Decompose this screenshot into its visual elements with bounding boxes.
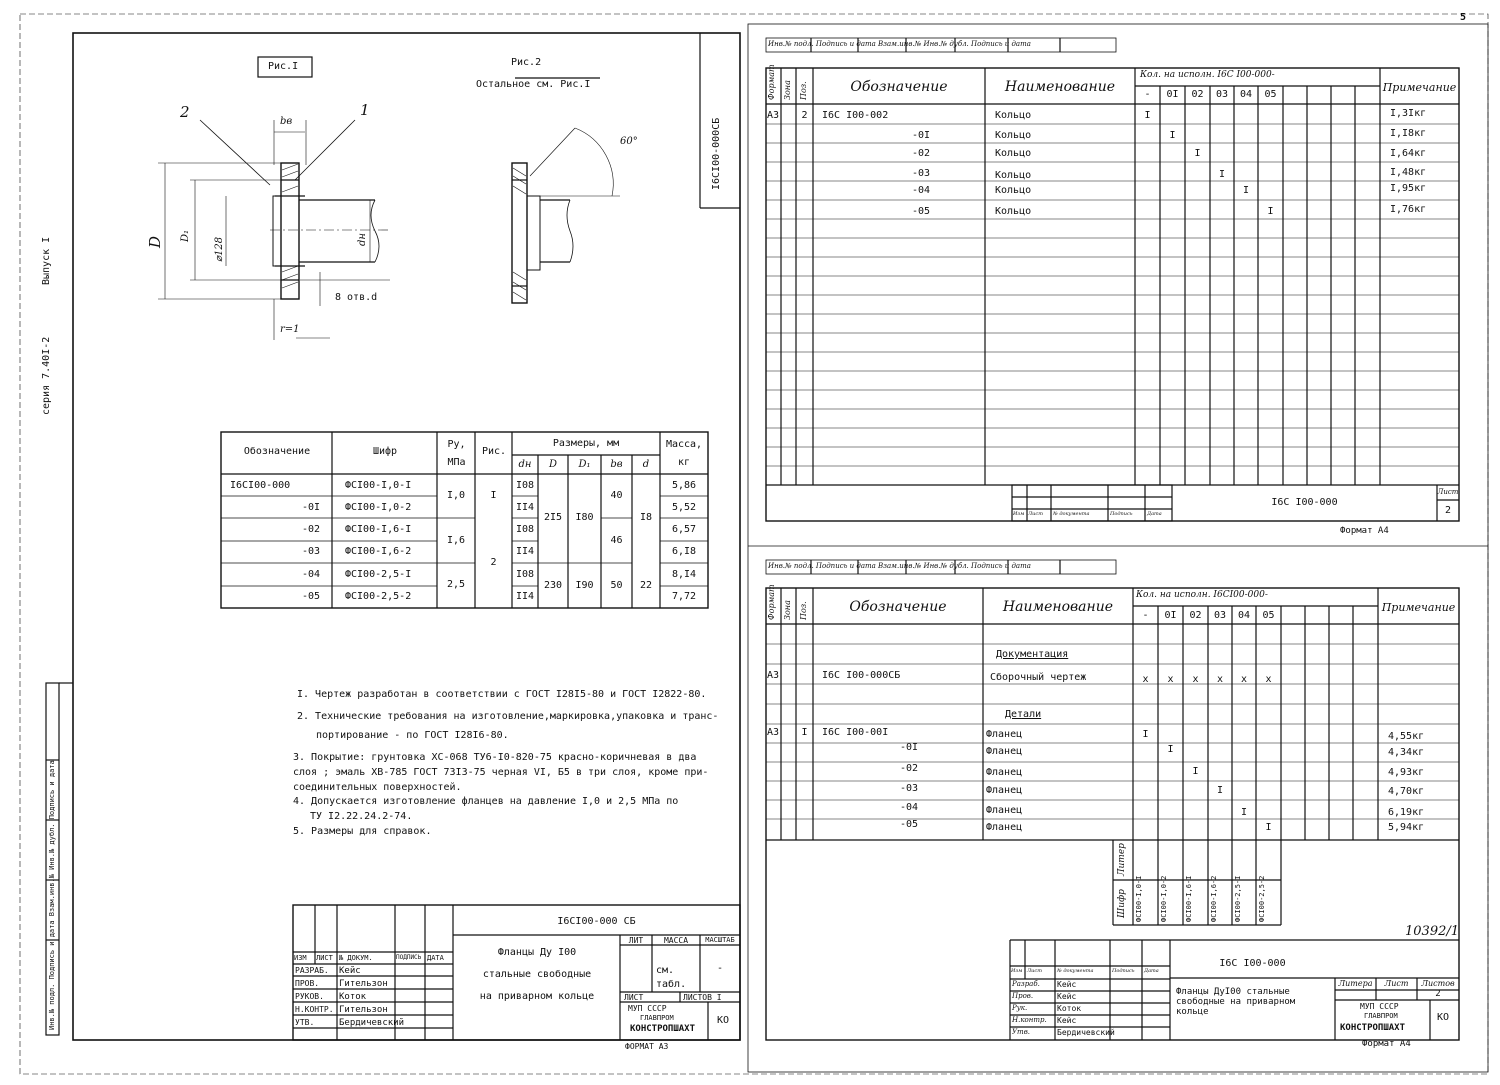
dim-dia128: ⌀128 — [214, 236, 225, 262]
spec-doc-mark: х — [1142, 674, 1149, 685]
spec-bottom-listov: Листов — [1421, 979, 1455, 988]
spec-top-qty-col: 04 — [1239, 89, 1253, 100]
spec-name: Кольцо — [995, 130, 1032, 141]
spec-bottom-role: Н.контр. — [1012, 1016, 1047, 1024]
spec-name: Сборочный чертеж — [990, 672, 1087, 683]
spec-top-footer-col: Дата — [1147, 511, 1162, 517]
spec-note: 4,70кг — [1388, 786, 1425, 797]
spec-bottom-qty-col: 05 — [1262, 610, 1275, 621]
tb-col-doc: № ДОКУМ. — [339, 954, 373, 962]
spec-bottom-role: Разраб. — [1012, 980, 1040, 988]
spec-doc-mark: х — [1216, 674, 1224, 685]
dim-D1: D₁ — [180, 229, 191, 242]
tb-ko: КО — [717, 1015, 730, 1026]
fig2-note: Остальное см. Рис.I — [476, 79, 591, 90]
tb-title-3: на приварном кольце — [479, 991, 595, 1002]
spec-bottom-person: Кейс — [1057, 1016, 1077, 1025]
spec-top-col-zone: Зона — [783, 80, 792, 100]
th-D: D — [548, 459, 558, 470]
spec-fmt: А3 — [767, 670, 780, 681]
spec-qty-mark: I — [1265, 822, 1272, 833]
row-dn: II4 — [515, 502, 535, 513]
row-mass: 6,I8 — [671, 546, 697, 557]
spec-name: Фланец — [986, 729, 1023, 740]
note-line: 2. Технические требования на изготовление,маркировка,упаковка и транс- — [297, 711, 719, 722]
spec-bottom-section-parts: Детали — [1005, 709, 1042, 720]
spec-bottom-qty-col: 03 — [1213, 610, 1227, 621]
spec-bottom-person: Бердичевский — [1057, 1028, 1115, 1037]
tb-lit: ЛИТ — [628, 936, 644, 945]
row-mass: 5,86 — [671, 480, 697, 491]
spec-qty-mark: I — [1218, 169, 1226, 180]
spec-bottom-cipher: ФСI00-I,6-I — [1185, 875, 1193, 922]
note-line: 5. Размеры для справок. — [293, 826, 432, 837]
spec-qty-mark: I — [1142, 729, 1149, 740]
spec-bottom-cipher: ФСI00-I,0-I — [1135, 875, 1143, 922]
spec-bottom-qty-col: 04 — [1237, 610, 1251, 621]
spec-bottom-org-1: МУП СССР — [1360, 1002, 1399, 1011]
spec-top-format: Формат А4 — [1340, 526, 1389, 536]
spec-top-qty-col: 03 — [1215, 89, 1229, 100]
merged-d: I8 — [639, 512, 653, 523]
spec-note: I,76кг — [1390, 204, 1427, 215]
spec-name: Фланец — [986, 785, 1023, 796]
spec-bottom-cipher: ФСI00-2,5-I — [1234, 875, 1242, 922]
spec-bottom-role: Пров. — [1012, 992, 1034, 1000]
spec-top-col-designation: Обозначение — [850, 79, 948, 95]
spec-bottom-col: Изм — [1011, 968, 1023, 974]
side-stamp: Инв.№ подл. Подпись и дата Взам.инв.№ Инв.№ дубл. Подпись и дата — [48, 760, 56, 1030]
spec-designation: -0I — [911, 130, 930, 141]
th-mass: Масса, — [665, 439, 703, 450]
spec-top-col-note: Примечание — [1382, 81, 1457, 94]
fig2-label: Рис.2 — [511, 57, 542, 68]
note-line: 3. Покрытие: грунтовка ХС-068 ТУ6-I0-820-75 красно-коричневая в два — [293, 752, 697, 763]
note-line: портирование - по ГОСТ I28I6-80. — [316, 730, 509, 741]
spec-note: I,3Iкг — [1390, 108, 1427, 119]
spec-qty-mark: I — [1194, 148, 1201, 159]
tb-listov: ЛИСТОВ I — [683, 993, 722, 1002]
row-mass: 7,72 — [671, 591, 697, 602]
spec-bottom-qty-col: - — [1142, 610, 1149, 621]
spec-bottom-qty-col: 0I — [1164, 610, 1177, 621]
spec-bottom-format: Формат А4 — [1362, 1039, 1411, 1049]
tb-mass-val: см. табл. — [656, 965, 687, 990]
spec-note: 6,19кг — [1388, 807, 1425, 818]
spec-note: I,I8кг — [1390, 128, 1427, 139]
row-dn: I08 — [515, 480, 535, 491]
merged-py: 2,5 — [446, 579, 466, 590]
th-b: bв — [610, 459, 623, 470]
spec-pos: 2 — [801, 110, 808, 121]
th-d: d — [642, 459, 650, 470]
tb-code: I6CI00-000 СБ — [557, 916, 636, 927]
tb-col-date: ДАТА — [427, 954, 444, 962]
spec-bottom-ko: КО — [1437, 1012, 1450, 1023]
spec-qty-mark: I — [1167, 744, 1174, 755]
spec-bottom-col-name: Наименование — [1002, 599, 1114, 615]
spec-bottom-role: Рук. — [1012, 1004, 1028, 1012]
spec-bottom-title: Фланцы ДуI00 стальные свободные на приварном кольце — [1176, 987, 1296, 1017]
spec-note: I,48кг — [1390, 167, 1427, 178]
note-line: соединительных поверхностей. — [293, 782, 462, 793]
row-designation: -02 — [301, 524, 320, 535]
spec-bottom-list: Лист — [1384, 979, 1409, 988]
spec-note: I,64кг — [1390, 148, 1427, 159]
spec-name: Фланец — [986, 746, 1023, 757]
issue-label: Выпуск I — [41, 236, 52, 285]
spec-designation: I6С I00-00I — [822, 727, 889, 738]
spec-top-footer-list: Лист — [1437, 488, 1459, 496]
spec-note: 5,94кг — [1388, 822, 1425, 833]
spec-name: Кольцо — [995, 148, 1032, 159]
leader-2: 2 — [180, 103, 190, 121]
spec-note: 4,93кг — [1388, 767, 1425, 778]
spec-designation: I6С I00-002 — [822, 110, 889, 121]
row-dn: I08 — [515, 569, 535, 580]
merged-py: I,0 — [446, 490, 466, 501]
spec-doc-mark: х — [1192, 674, 1199, 685]
tb-person: Гительзон — [339, 979, 388, 989]
tb-person: Гительзон — [339, 1005, 388, 1015]
row-cipher: ФСI00-2,5-2 — [345, 591, 412, 602]
merged-py: I,6 — [446, 535, 466, 546]
spec-bottom-col-note: Примечание — [1381, 601, 1456, 614]
spec-designation: -05 — [899, 819, 918, 830]
spec-name: Кольцо — [995, 110, 1032, 121]
spec-designation: -04 — [899, 802, 918, 813]
spec-qty-mark: I — [1242, 185, 1250, 196]
tb-role: УТВ. — [295, 1018, 315, 1027]
row-designation: -04 — [301, 569, 320, 580]
spec-bottom-cipher: ФСI00-I,6-2 — [1210, 875, 1218, 922]
spec-name: Кольцо — [995, 185, 1032, 196]
spec-bottom-col: № документа — [1057, 968, 1094, 974]
note-line: I. Чертеж разработан в соответствии с ГОСТ I28I5-80 и ГОСТ I2822-80. — [297, 689, 707, 700]
spec-top-qty-col: - — [1144, 89, 1151, 100]
tb-title-2: стальные свободные — [482, 969, 592, 980]
row-cipher: ФСI00-I,6-I — [345, 524, 412, 535]
spec-bottom-section-docs: Документация — [996, 649, 1069, 660]
row-mass: 8,I4 — [671, 569, 697, 580]
tb-role: ПРОВ. — [295, 979, 320, 988]
spec-top-footer-code: I6С I00-000 — [1271, 497, 1338, 508]
tb-org-3: КОНСТРОПШАХТ — [630, 1024, 696, 1034]
spec-bottom-org-2: ГЛАВПРОМ — [1364, 1012, 1398, 1020]
tb-col-list: ЛИСТ — [316, 954, 333, 962]
tb-col-sign: ПОДПИСЬ — [396, 954, 422, 961]
th-py: Pу, — [447, 439, 466, 450]
spec-fmt: А3 — [767, 727, 780, 738]
th-py-unit: МПа — [447, 457, 466, 468]
spec-name: Фланец — [986, 805, 1023, 816]
row-dn: II4 — [515, 591, 535, 602]
spec-bottom-role: Утв. — [1012, 1028, 1030, 1036]
dim-holes: 8 отв.d — [335, 292, 378, 303]
vertical-code: I6CI00-000СБ — [711, 117, 722, 190]
tb-role: Н.КОНТР. — [295, 1005, 334, 1014]
spec-doc-mark: х — [1265, 674, 1272, 685]
tb-scale-val: - — [716, 963, 724, 974]
spec-top-footer-col: Изм — [1013, 511, 1025, 517]
spec-top-qty-col: 02 — [1191, 89, 1204, 100]
spec-top-footer-col: № документа — [1053, 511, 1090, 517]
spec-qty-mark: I — [1267, 206, 1274, 217]
tb-masshtab: МАСШТАБ — [705, 936, 735, 944]
row-designation: -0I — [301, 502, 320, 513]
th-mass-unit: кг — [677, 457, 691, 468]
tb-person: Кейс — [339, 966, 361, 976]
spec-bottom-qty-col: 02 — [1189, 610, 1202, 621]
tb-org-1: МУП СССР — [628, 1004, 667, 1013]
merged-b: 50 — [610, 580, 623, 591]
spec-top-col-name: Наименование — [1004, 79, 1116, 95]
spec-designation: -02 — [911, 148, 930, 159]
spec-designation: -03 — [911, 168, 930, 179]
spec-fmt: А3 — [767, 110, 780, 121]
spec-bottom-person: Коток — [1057, 1004, 1082, 1013]
tb-massa: МАССА — [663, 936, 689, 945]
spec-designation: -04 — [911, 185, 930, 196]
spec-bottom-col-zone: Зона — [783, 600, 792, 620]
merged-fig: I — [490, 490, 497, 501]
spec-bottom-lit: Литера — [1338, 979, 1373, 988]
row-designation: -03 — [301, 546, 320, 557]
note-line: 4. Допускается изготовление фланцев на давление I,0 и 2,5 МПа по — [293, 796, 679, 807]
spec-pos: I — [801, 727, 808, 738]
spec-name: Кольцо — [995, 206, 1032, 217]
spec-doc-mark: х — [1167, 674, 1174, 685]
spec-bottom-col: Лист — [1027, 968, 1042, 974]
spec-bottom-shifr: Шифр — [1117, 889, 1127, 918]
tb-list: ЛИСТ — [624, 993, 644, 1002]
th-fig: Рис. — [481, 446, 507, 457]
spec-top-footer-col: Лист — [1028, 511, 1043, 517]
row-mass: 5,52 — [671, 502, 697, 513]
spec-name: Фланец — [986, 822, 1023, 833]
spec-top-footer-col: Подпись — [1110, 511, 1133, 517]
spec-bottom-org-3: КОНСТРОПШАХТ — [1340, 1023, 1406, 1033]
tb-format: ФОРМАТ А3 — [625, 1042, 669, 1051]
spec-bottom-handwritten: 10392/1 — [1405, 924, 1460, 939]
th-designation: Обозначение — [243, 446, 311, 457]
spec-bottom-col: Дата — [1144, 968, 1159, 974]
merged-D: 230 — [543, 580, 563, 591]
spec-designation: -02 — [899, 763, 918, 774]
tb-person: Бердичевский — [339, 1018, 405, 1028]
th-cipher: Шифр — [372, 446, 398, 457]
spec-bottom-col-format: Формат — [767, 584, 776, 620]
row-cipher: ФСI00-I,0-I — [345, 480, 412, 491]
merged-b: 40 — [610, 490, 623, 501]
merged-d: 22 — [639, 580, 653, 591]
spec-name: Кольцо — [995, 170, 1032, 181]
spec-qty-mark: I — [1216, 785, 1224, 796]
note-line: слоя ; эмаль ХВ-785 ГОСТ 73I3-75 черная VI, Б5 в три слоя, кроме при- — [293, 767, 709, 778]
th-dims: Размеры, мм — [552, 438, 620, 449]
row-dn: I08 — [515, 524, 535, 535]
leader-1: 1 — [360, 101, 370, 119]
spec-bottom-cipher: ФСI00-2,5-2 — [1258, 875, 1266, 922]
tb-role: РУКОВ. — [295, 992, 324, 1001]
dim-D: D — [146, 235, 164, 248]
spec-designation: -0I — [899, 742, 918, 753]
spec-bottom-col: Подпись — [1112, 968, 1135, 974]
tb-title-1: Фланцы Ду I00 — [497, 947, 577, 958]
row-cipher: ФСI00-2,5-I — [345, 569, 412, 580]
spec-bottom-stamp: Инв.№ подл. Подпись и дата Взам.инв.№ Инв.№ дубл. Подпись и дата — [768, 562, 1031, 570]
spec-top-qty-col: 05 — [1264, 89, 1277, 100]
dim-dn: dн — [357, 233, 368, 246]
spec-bottom-litera: Литер — [1117, 843, 1127, 876]
row-cipher: ФСI00-I,0-2 — [345, 502, 412, 513]
spec-bottom-cipher: ФСI00-I,0-2 — [1160, 875, 1168, 922]
th-dn: dн — [518, 459, 532, 470]
spec-doc-mark: х — [1240, 674, 1248, 685]
spec-designation: -05 — [911, 206, 930, 217]
row-designation: I6CI00-000 — [230, 480, 291, 491]
spec-bottom-qty-header: Кол. на исполн. I6CI00-000- — [1136, 590, 1268, 600]
spec-top-qty-col: 0I — [1166, 89, 1179, 100]
spec-note: I,95кг — [1390, 183, 1427, 194]
tb-person: Коток — [339, 992, 367, 1002]
spec-top-qty-header: Кол. на исполн. I6С I00-000- — [1140, 70, 1275, 80]
merged-b: 46 — [610, 535, 623, 546]
merged-D: 2I5 — [543, 512, 563, 523]
row-designation: -05 — [301, 591, 320, 602]
spec-qty-mark: I — [1169, 130, 1176, 141]
spec-bottom-code: I6С I00-000 — [1219, 958, 1286, 969]
angle-label: 60° — [620, 136, 638, 147]
spec-bottom-col-pos: Поз. — [799, 601, 808, 620]
spec-bottom-listov-val: 2 — [1435, 989, 1441, 999]
spec-top-col-format: Формат — [767, 64, 776, 100]
spec-bottom-person: Кейс — [1057, 992, 1077, 1001]
spec-top-col-pos: Поз. — [799, 81, 808, 100]
spec-designation: I6С I00-000СБ — [822, 670, 901, 681]
spec-top-stamp: Инв.№ подл. Подпись и дата Взам.инв.№ Инв.№ дубл. Подпись и дата — [768, 40, 1031, 48]
spec-qty-mark: I — [1240, 807, 1248, 818]
note-line: ТУ I2.22.24.2-74. — [310, 811, 413, 822]
merged-D1: I80 — [575, 512, 594, 523]
merged-D1: I90 — [575, 580, 594, 591]
tb-col-izm: ИЗМ — [294, 954, 307, 962]
fig1-label: Рис.I — [268, 61, 299, 72]
spec-name: Фланец — [986, 767, 1023, 778]
spec-designation: -03 — [899, 783, 918, 794]
spec-bottom-col-designation: Обозначение — [849, 599, 947, 615]
spec-qty-mark: I — [1192, 766, 1199, 777]
spec-note: 4,55кг — [1388, 731, 1425, 742]
row-cipher: ФСI00-I,6-2 — [345, 546, 412, 557]
page-corner-number: 5 — [1460, 12, 1467, 23]
spec-top-footer-num: 2 — [1444, 505, 1452, 516]
row-dn: II4 — [515, 546, 535, 557]
merged-fig: 2 — [490, 557, 497, 568]
spec-note: 4,34кг — [1388, 747, 1425, 758]
th-D1: D₁ — [578, 459, 591, 470]
spec-qty-mark: I — [1144, 110, 1151, 121]
tb-role: РАЗРАБ. — [295, 966, 329, 975]
row-mass: 6,57 — [671, 524, 697, 535]
dim-r: r=1 — [280, 324, 300, 335]
spec-bottom-person: Кейс — [1057, 980, 1077, 989]
series-label: серия 7.40I-2 — [41, 336, 52, 415]
dim-b: bв — [280, 116, 293, 127]
tb-org-2: ГЛАВПРОМ — [640, 1014, 674, 1022]
